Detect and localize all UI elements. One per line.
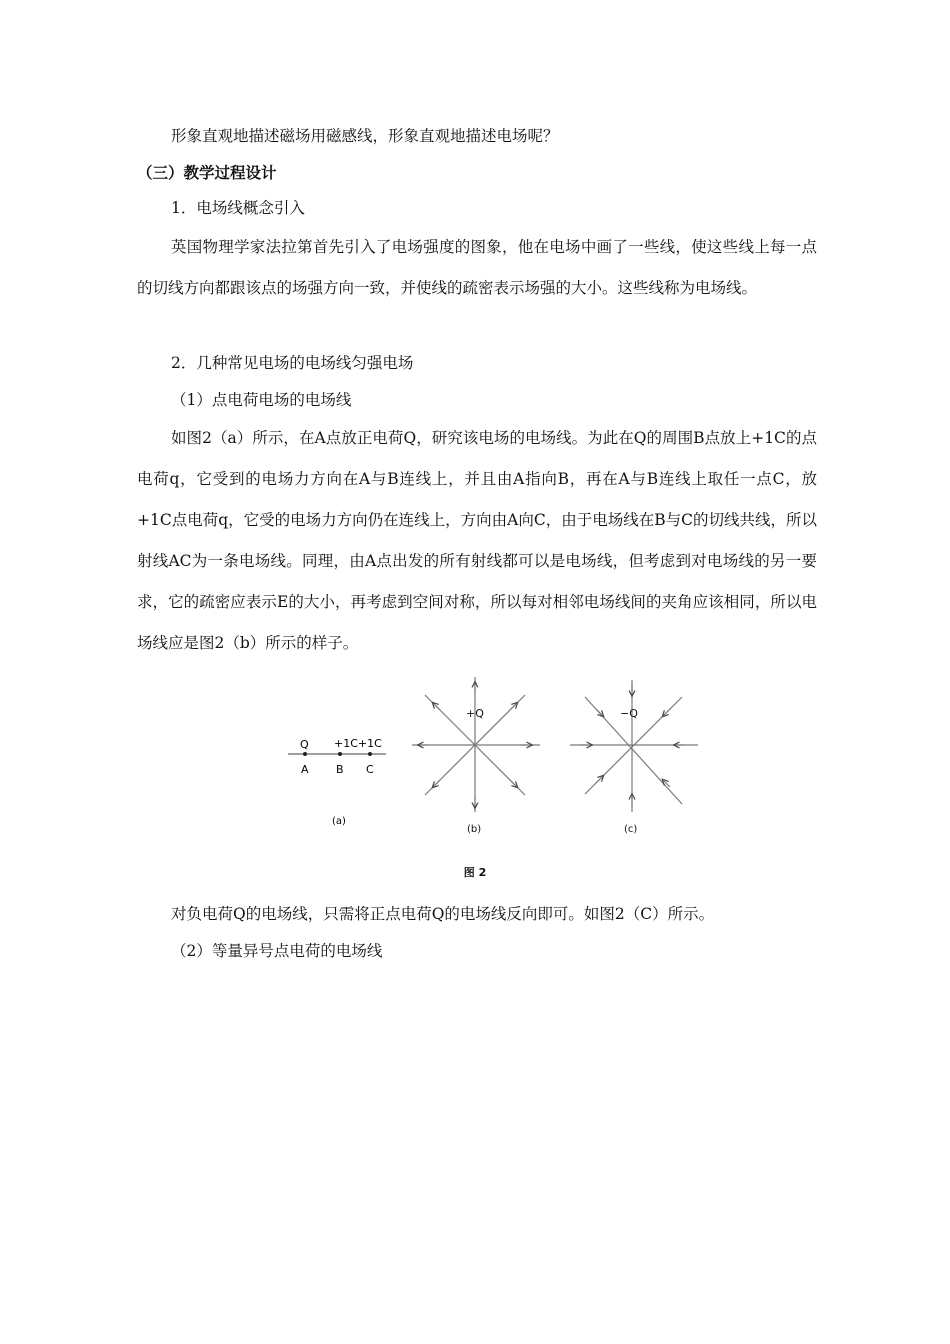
sub-label-c: (c) xyxy=(624,824,638,835)
figure-c xyxy=(570,680,698,812)
arrow-ul xyxy=(434,704,440,710)
label-plus-q: +Q xyxy=(466,707,484,720)
label-test-charges: +1C+1C xyxy=(334,737,382,750)
subsection-heading-4: （2）等量异号点电荷的电场线 xyxy=(171,942,383,960)
paragraph-point-charge: 如图2（a）所示，在A点放正电荷Q，研究该电场的电场线。为此在Q的周围B点放上+1C的点电荷q，它受到的电场力方向在A与B连线上，并且由A指向B，再在A与B连线上取任一点C，放+1C点电荷q，它受的电场力方向仍在连线上，方向由A向C，由于电场线在B与C的切线共线，所以射线AC为一条电场线。同理，由A点出发的所有射线都可以是电场线，但考虑到对电场线的另一要求，它的疏密应表示E的大小，再考虑到空间对称，所以每对相邻电场线间的夹角应该相同，所以电场线应是图2（b）所示的样子。 xyxy=(137,429,817,652)
arrow-dl xyxy=(434,780,440,786)
paragraph-intro: 形象直观地描述磁场用磁感线，形象直观地描述电场呢？ xyxy=(171,127,559,145)
subsection-heading-2: 2．几种常见电场的电场线匀强电场 xyxy=(171,354,414,372)
point-a xyxy=(303,752,307,756)
figure-b xyxy=(412,677,540,812)
label-minus-q: −Q xyxy=(620,707,638,720)
label-point-a: A xyxy=(301,763,309,776)
arrow-from-dl xyxy=(596,777,602,783)
figure-caption: 图 2 xyxy=(463,866,487,879)
arrow-dr xyxy=(510,780,516,786)
label-q: Q xyxy=(300,738,309,751)
sub-label-a: (a) xyxy=(332,816,346,827)
figure-2-diagram xyxy=(280,672,720,847)
paragraph-negative-charge: 对负电荷Q的电场线，只需将正点电荷Q的电场线反向即可。如图2（C）所示。 xyxy=(171,905,715,923)
arrow-ur xyxy=(510,704,516,710)
point-b xyxy=(338,752,342,756)
sub-label-b: (b) xyxy=(467,824,482,835)
paragraph-concept: 英国物理学家法拉第首先引入了电场强度的图象，他在电场中画了一些线，使这些线上每一点的切线方向都跟该点的场强方向一致，并使线的疏密表示场强的大小。这些线称为电场线。 xyxy=(137,238,817,297)
point-c xyxy=(368,752,372,756)
section-heading: （三）教学过程设计 xyxy=(137,163,277,182)
figure-a xyxy=(288,737,386,827)
subsection-heading-3: （1）点电荷电场的电场线 xyxy=(171,391,352,409)
subsection-heading-1: 1．电场线概念引入 xyxy=(171,199,305,217)
arrow-from-dr xyxy=(664,781,670,787)
arrow-from-ul xyxy=(596,709,602,715)
label-point-b: B xyxy=(336,763,344,776)
label-point-c: C xyxy=(366,763,374,776)
arrow-from-ur xyxy=(664,709,670,715)
